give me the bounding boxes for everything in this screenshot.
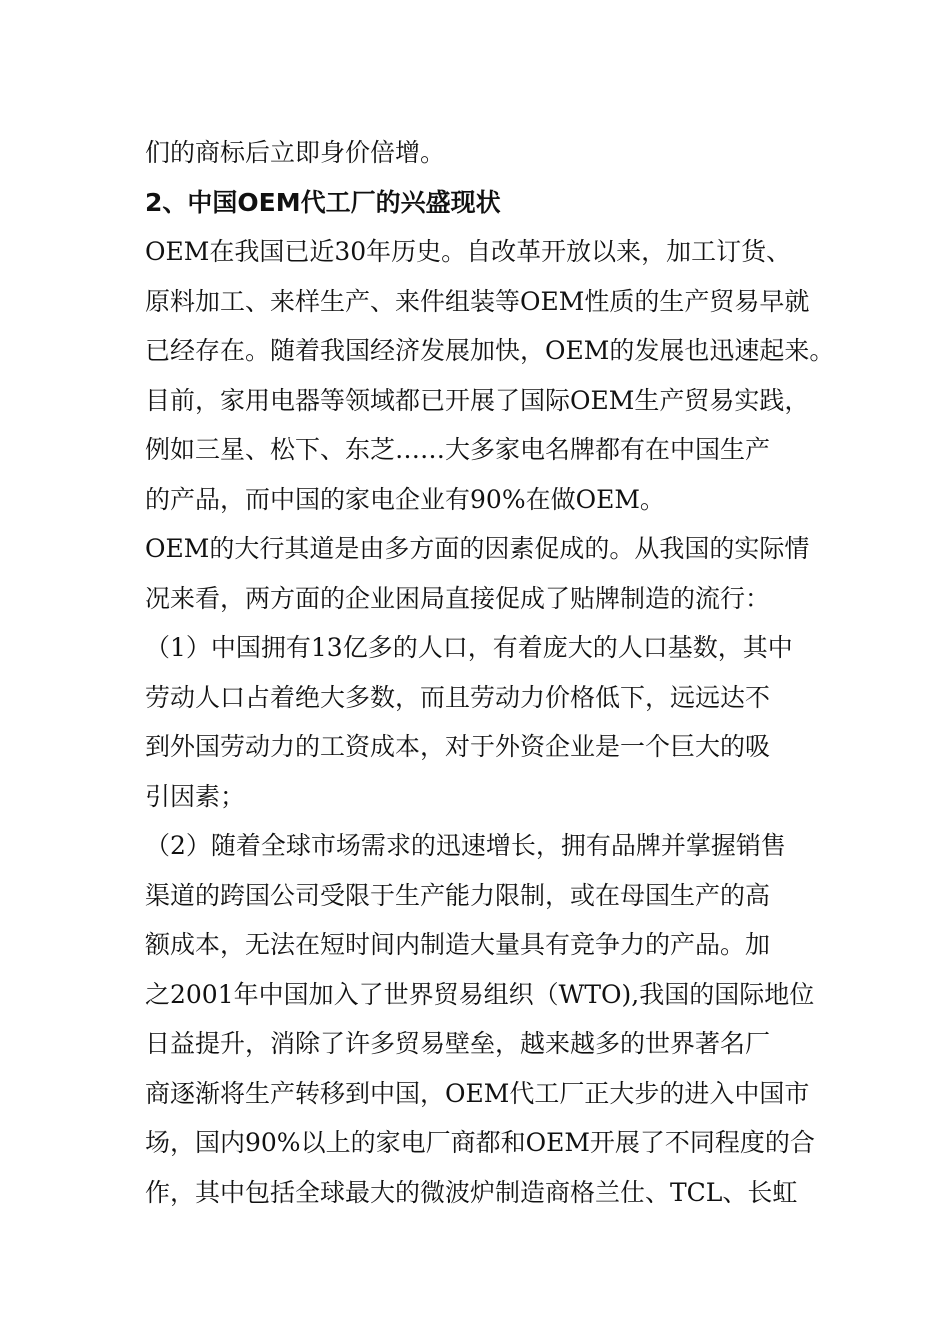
text-line: OEM在我国已近30年历史。自改革开放以来，加工订货、 <box>145 237 792 266</box>
text-line: 们的商标后立即身价倍增。 <box>145 138 446 167</box>
text-line: 的产品，而中国的家电企业有90%在做OEM。 <box>145 484 665 514</box>
text-line: 已经存在。随着我国经济发展加快，OEM的发展也迅速起来。 <box>145 336 835 365</box>
text-line: 到外国劳动力的工资成本，对于外资企业是一个巨大的吸 <box>145 732 771 761</box>
document-body <box>145 128 835 1217</box>
text-line: 原料加工、来样生产、来件组装等OEM性质的生产贸易早就 <box>145 286 810 316</box>
text-line: 渠道的跨国公司受限于生产能力限制，或在母国生产的高 <box>145 880 771 910</box>
text-line: OEM的大行其道是由多方面的因素促成的。从我国的实际情 <box>145 534 810 563</box>
text-line: （2）随着全球市场需求的迅速增长，拥有品牌并掌握销售 <box>145 831 786 860</box>
text-line: 劳动人口占着绝大多数，而且劳动力价格低下，远远达不 <box>145 682 771 712</box>
text-line: 引因素； <box>145 781 246 811</box>
section-heading: 2、中国OEM代工厂的兴盛现状 <box>145 187 501 217</box>
text-line: 日益提升，消除了许多贸易壁垒，越来越多的世界著名厂 <box>145 1029 771 1058</box>
text-line: 作，其中包括全球最大的微波炉制造商格兰仕、TCL、长虹 <box>145 1177 798 1207</box>
text-line: 目前，家用电器等领域都已开展了国际OEM生产贸易实践， <box>145 385 810 415</box>
text-line: 例如三星、松下、东芝……大多家电名牌都有在中国生产 <box>145 435 771 464</box>
text-line: 之2001年中国加入了世界贸易组织（WTO),我国的国际地位 <box>145 979 815 1009</box>
text-line: 商逐渐将生产转移到中国，OEM代工厂正大步的进入中国市 <box>145 1078 810 1108</box>
text-line: 况来看，两方面的企业困局直接促成了贴牌制造的流行： <box>145 583 771 613</box>
text-line: 场，国内90%以上的家电厂商都和OEM开展了不同程度的合 <box>145 1128 815 1157</box>
text-line: （1）中国拥有13亿多的人口，有着庞大的人口基数，其中 <box>145 633 793 662</box>
text-line: 额成本，无法在短时间内制造大量具有竞争力的产品。加 <box>145 930 771 959</box>
